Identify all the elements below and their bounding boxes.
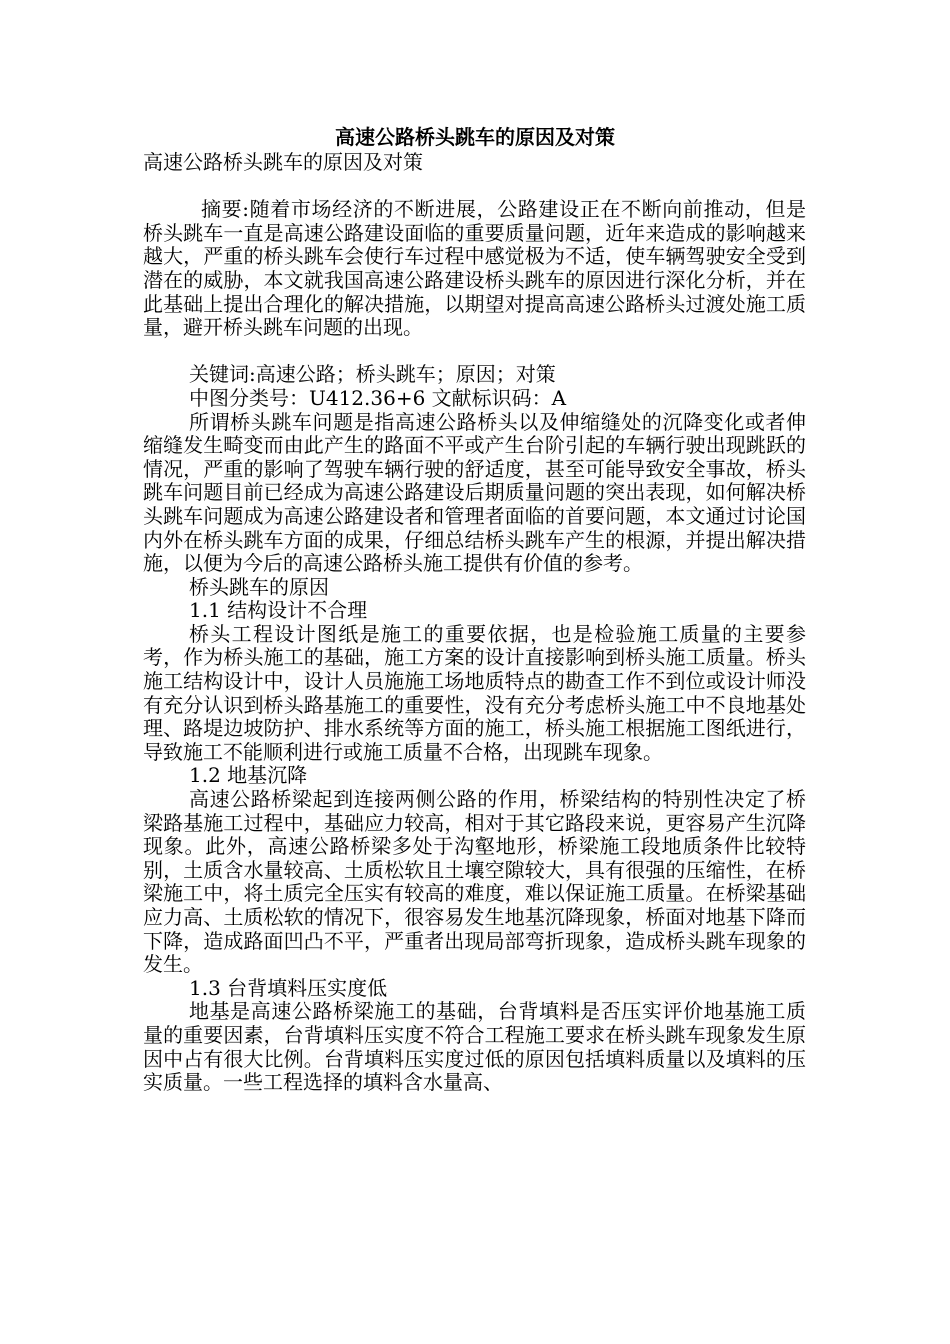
subsection-body-1-2: 高速公路桥梁起到连接两侧公路的作用，桥梁结构的特别性决定了桥梁路基施工过程中，基础应力较高，相对于其它路段来说，更容易产生沉降现象。此外，高速公路桥梁多处于沟壑地形，桥梁施工段地质条件比较特别，土质含水量较高、土质松软且土壤空隙较大，具有很强的压缩性，在桥梁施工中，将土质完全压实有较高的难度，难以保证施工质量。在桥梁基础应力高、土质松软的情况下，很容易发生地基沉降现象，桥面对地基下降而下降，造成路面凹凸不平，严重者出现局部弯折现象，造成桥头跳车现象的发生。 [143,787,806,977]
keywords-line: 关键词:高速公路；桥头跳车；原因；对策 [189,362,556,387]
intro-paragraph: 所谓桥头跳车问题是指高速公路桥头以及伸缩缝处的沉降变化或者伸缩缝发生畸变而由此产生的路面不平或产生台阶引起的车辆行驶出现跳跃的情况，严重的影响了驾驶车辆行驶的舒适度，甚至可能导致安全事故，桥头跳车问题目前已经成为高速公路建设后期质量问题的突出表现，如何解决桥头跳车问题成为高速公路建设者和管理者面临的首要问题，本文通过讨论国内外在桥头跳车方面的成果，仔细总结桥头跳车产生的根源，并提出解决措施，以便为今后的高速公路桥头施工提供有价值的参考。 [143,409,806,576]
subsection-body-1-1: 桥头工程设计图纸是施工的重要依据，也是检验施工质量的主要参考，作为桥头施工的基础，施工方案的设计直接影响到桥头施工质量。桥头施工结构设计中，设计人员施施工场地质特点的勘查工作不到位或设计师没有充分认识到桥头路基施工的重要性，没有充分考虑桥头施工中不良地基处理、路堤边坡防护、排水系统等方面的施工，桥头施工根据施工图纸进行，导致施工不能顺利进行或施工质量不合格，出现跳车现象。 [143,621,806,764]
document-body [143,151,806,1095]
subsection-heading-1-1: 1.1 结构设计不合理 [189,598,368,623]
abstract-paragraph: 摘要:随着市场经济的不断进展，公路建设正在不断向前推动，但是桥头跳车一直是高速公路建设面临的重要质量问题，近年来造成的影响越来越大，严重的桥头跳车会使行车过程中感觉极为不适，使车辆驾驶安全受到潜在的威胁，本文就我国高速公路建设桥头跳车的原因进行深化分析，并在此基础上提出合理化的解决措施，以期望对提高高速公路桥头过渡处施工质量，避开桥头跳车问题的出现。 [143,197,806,340]
section-heading: 桥头跳车的原因 [189,574,329,599]
classification-line: 中图分类号：U412.36+6 文献标识码：A [189,385,567,410]
subsection-heading-1-2: 1.2 地基沉降 [189,763,308,788]
document-subtitle: 高速公路桥头跳车的原因及对策 [143,150,423,174]
document-title: 高速公路桥头跳车的原因及对策 [335,125,615,149]
subsection-heading-1-3: 1.3 台背填料压实度低 [189,975,388,1000]
subsection-body-1-3: 地基是高速公路桥梁施工的基础，台背填料是否压实评价地基施工质量的重要因素，台背填料压实度不符合工程施工要求在桥头跳车现象发生原因中占有很大比例。台背填料压实度过低的原因包括填料质量以及填料的压实质量。一些工程选择的填料含水量高、 [143,999,806,1095]
